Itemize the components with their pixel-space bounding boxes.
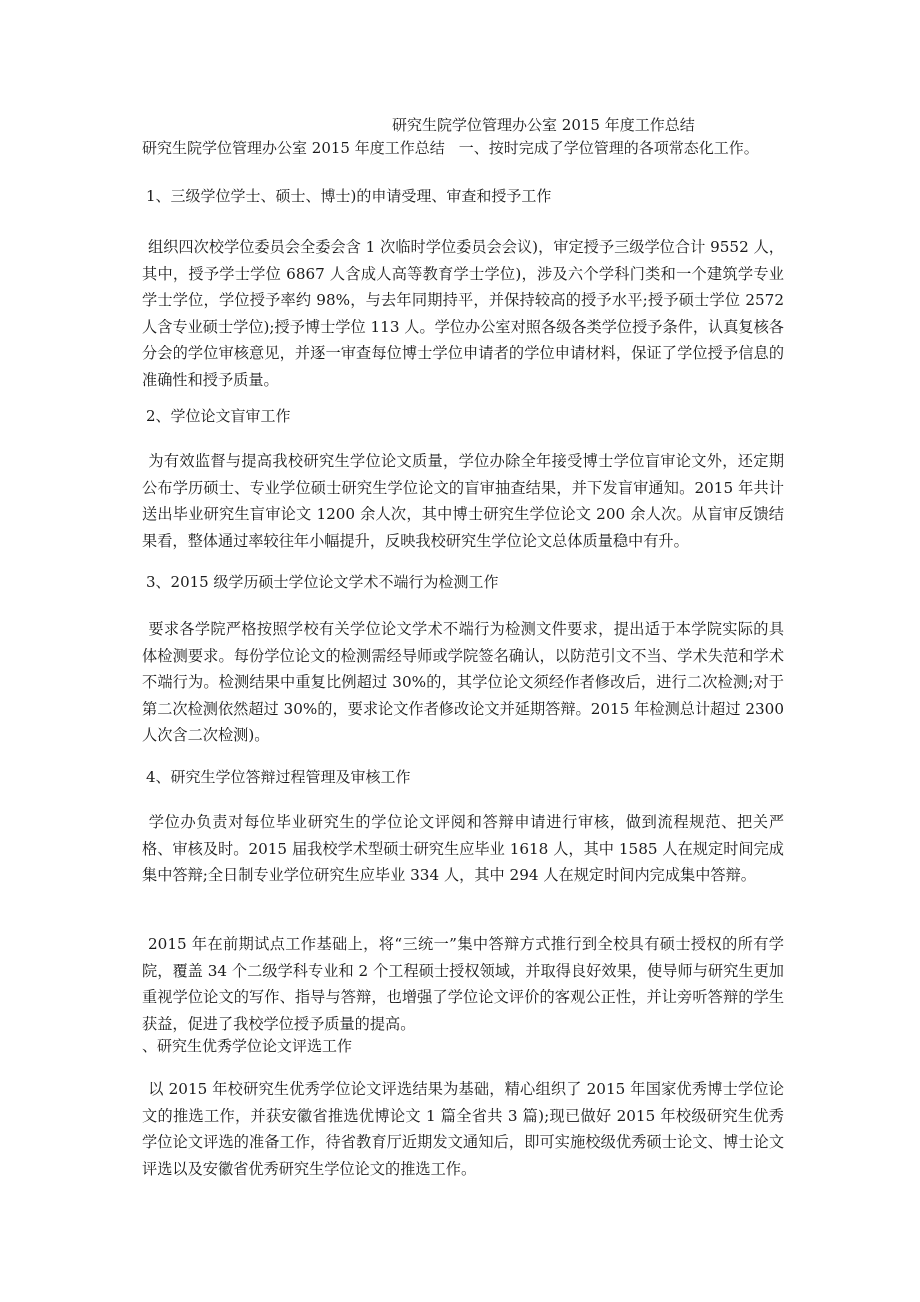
- document-subtitle: [142, 137, 759, 159]
- section-3-paragraph: 要求各学院严格按照学校有关学位论文学术不端行为检测文件要求，提出适于本学院实际的具体检测要求。每份学位论文的检测需经导师或学院签名确认，以防范引文不当、学术失范和学术不端行为。检测结果中重复比例超过 30%的，其学位论文须经作者修改后，进行二次检测;对于第二次检测依然超过 30%的，要求论文作者修改论文并延期答辩。2015 年检测总计超过 2300 人次含二次检测)。: [142, 620, 784, 744]
- section-2-paragraph: 为有效监督与提高我校研究生学位论文质量，学位办除全年接受博士学位盲审论文外，还定期公布学历硕士、专业学位硕士研究生学位论文的盲审抽查结果，并下发盲审通知。2015 年共计送出毕业研究生盲审论文 1200 余人次，其中博士研究生学位论文 200 余人次。从盲审反馈结果看，整体通过率较往年小幅提升，反映我校研究生学位论文总体质量稳中有升。: [142, 452, 784, 550]
- section-heading-1: 1、三级学位学士、硕士、博士)的申请受理、审查和授予工作: [146, 187, 552, 205]
- section-4-paragraph-2: 2015 年在前期试点工作基础上，将“三统一”集中答辩方式推行到全校具有硕士授权的所有学院，覆盖 34 个二级学科专业和 2 个工程硕士授权领域，并取得良好效果，使导师与研究生更加重视学位论文的写作、指导与答辩，也增强了学位论文评价的客观公正性，并让旁听答辩的学生获益，促进了我校学位授予质量的提高。: [142, 935, 784, 1033]
- section-5-paragraph: 以 2015 年校研究生优秀学位论文评选结果为基础，精心组织了 2015 年国家优秀博士学位论文的推选工作，并获安徽省推选优博论文 1 篇全省共 3 篇);现已做好 2015 年校级研究生优秀学位论文评选的准备工作，待省教育厅近期发文通知后，即可实施校级优秀硕士论文、博士论文评选以及安徽省优秀研究生学位论文的推选工作。: [142, 1080, 784, 1178]
- section-heading-4: 4、研究生学位答辩过程管理及审核工作: [146, 768, 411, 786]
- subtitle-section-one: 一、按时完成了学位管理的各项常态化工作。: [458, 139, 759, 157]
- section-1-paragraph: 组织四次校学位委员会全委会含 1 次临时学位委员会会议)，审定授予三级学位合计 9552 人，其中，授予学士学位 6867 人含成人高等教育学士学位)，涉及六个学科门类和一个建筑学专业学士学位，学位授予率约 98%，与去年同期持平，并保持较高的授予水平;授予硕士学位 2572 人含专业硕士学位);授予博士学位 113 人。学位办公室对照各级各类学位授予条件，认真复核各分会的学位审核意见，并逐一审查每位博士学位申请者的学位申请材料，保证了学位授予信息的准确性和授予质量。: [142, 238, 784, 389]
- section-heading-5: 、研究生优秀学位论文评选工作: [142, 1037, 353, 1055]
- section-heading-2: 2、学位论文盲审工作: [146, 407, 291, 425]
- subtitle-title-repeat: 研究生院学位管理办公室 2015 年度工作总结: [142, 139, 445, 157]
- document-title: 研究生院学位管理办公室 2015 年度工作总结: [392, 116, 695, 134]
- section-4-paragraph-1: 学位办负责对每位毕业研究生的学位论文评阅和答辩申请进行审核，做到流程规范、把关严格、审核及时。2015 届我校学术型硕士研究生应毕业 1618 人，其中 1585 人在规定时间完成集中答辩;全日制专业学位研究生应毕业 334 人，其中 294 人在规定时间内完成集中答辩。: [142, 813, 784, 884]
- section-heading-3: 3、2015 级学历硕士学位论文学术不端行为检测工作: [146, 573, 499, 591]
